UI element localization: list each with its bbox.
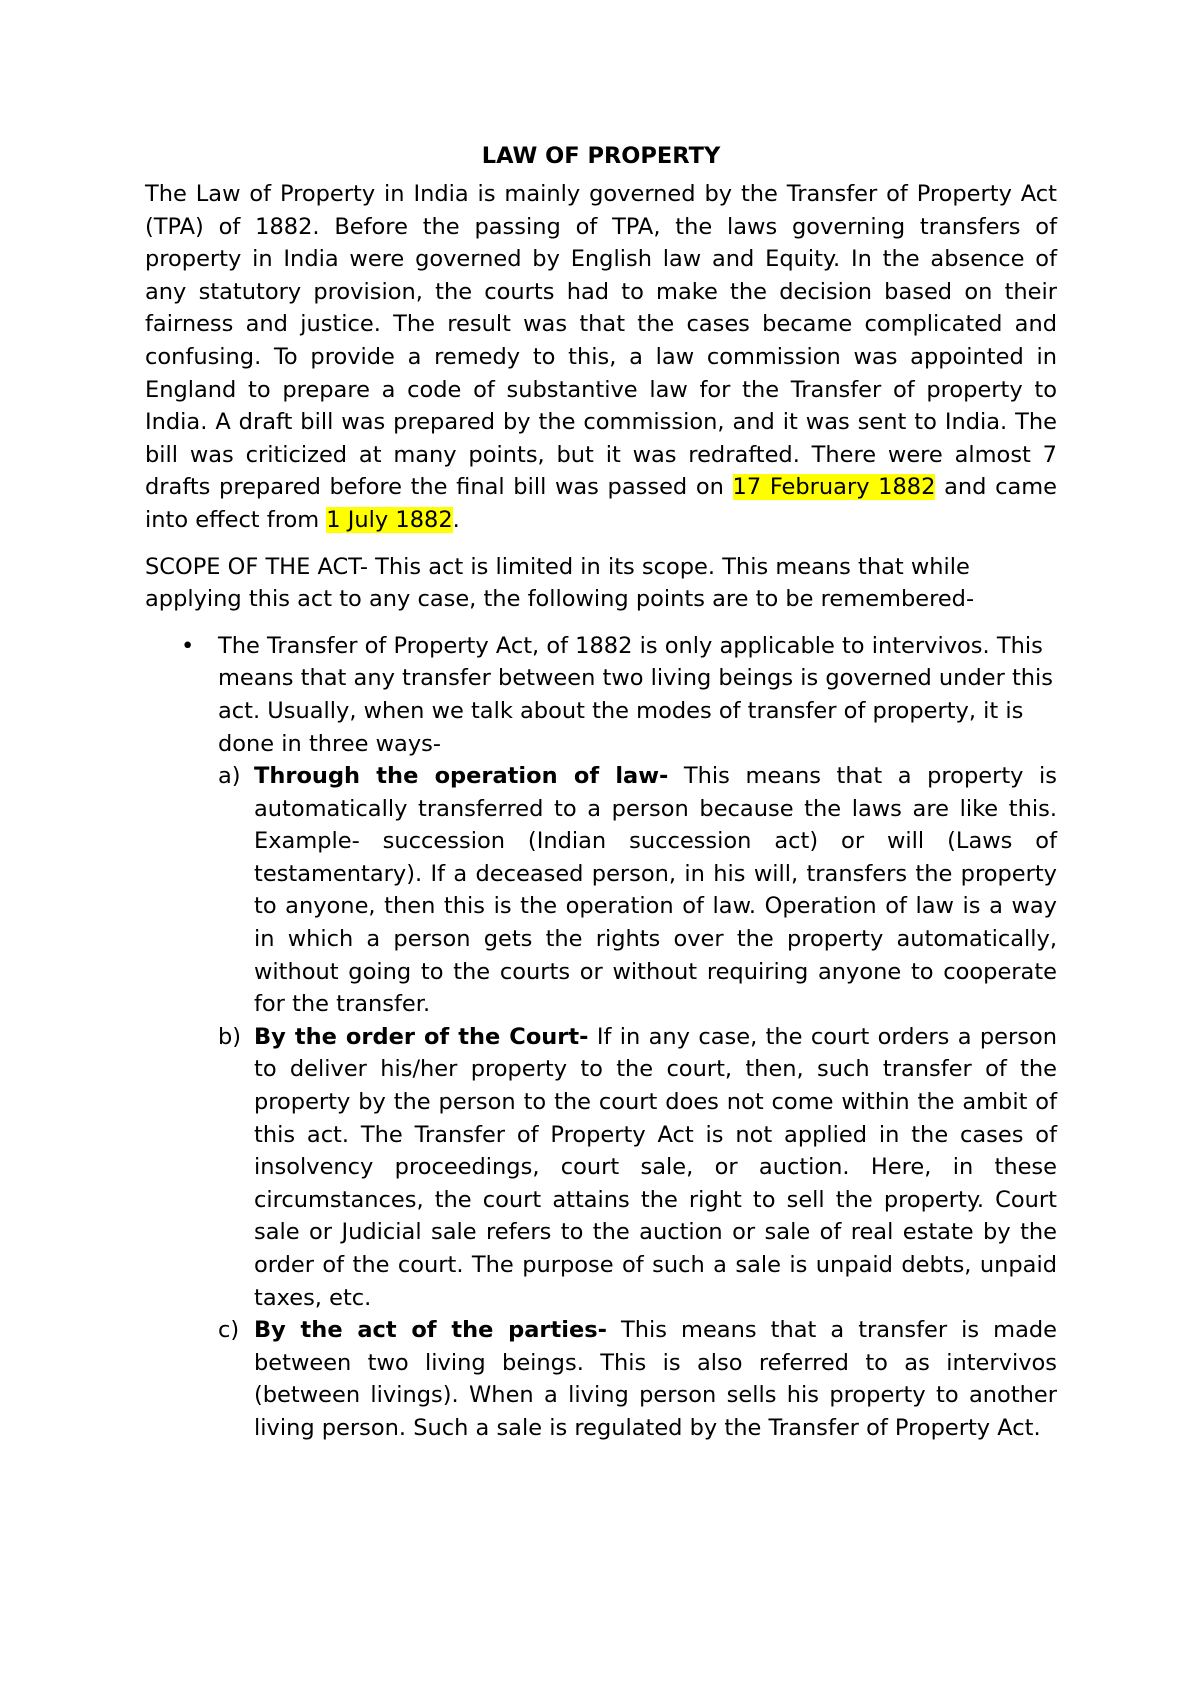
mode-heading: By the act of the parties- bbox=[254, 1317, 607, 1344]
list-marker: a) bbox=[218, 763, 241, 790]
list-item bbox=[145, 630, 1057, 1445]
mode-heading: Through the operation of law- bbox=[254, 763, 669, 790]
list-marker: b) bbox=[218, 1023, 242, 1050]
bullet-icon: • bbox=[181, 632, 195, 659]
document-title: LAW OF PROPERTY bbox=[481, 143, 721, 169]
scope-paragraph: SCOPE OF THE ACT- This act is limited in its scope. This means that while applying this act to any case, the following points are to be remembered- bbox=[145, 553, 975, 613]
list-marker: c) bbox=[218, 1317, 240, 1344]
mode-heading: By the order of the Court- bbox=[254, 1023, 589, 1050]
mode-text: This means that a property is automatically transferred to a person because the laws are like this. Example- succession (Indian succession act) or will (Laws of testamentary). If a deceased person, in his will, transfers the property to anyone, then this is the operation of law. Operation of law is a way in which a person gets the rights over the property automatically, without going to the courts or without requiring anyone to cooperate for the transfer. bbox=[254, 763, 1057, 1018]
mode-item-operation-of-law bbox=[218, 760, 1057, 1021]
mode-item-act-of-parties bbox=[218, 1314, 1057, 1444]
intro-text-end: . bbox=[452, 506, 460, 533]
highlight-passed-date: 17 February 1882 bbox=[732, 474, 936, 501]
intro-paragraph bbox=[145, 178, 1057, 537]
highlight-effective-date: 1 July 1882 bbox=[326, 506, 453, 533]
bullet-list bbox=[145, 630, 1057, 1445]
mode-text: This means that a transfer is made between two living beings. This is also referred to as intervivos (between livings). When a living person sells his property to another living person. Such a sale is regulated by the Transfer of Property Act. bbox=[254, 1317, 1058, 1441]
document-page bbox=[145, 140, 1057, 1445]
bullet-text: The Transfer of Property Act, of 1882 is only applicable to intervivos. This means that any transfer between two living beings is governed under this act. Usually, when we talk about the modes of transfer of property, it is done in three ways- bbox=[218, 632, 1054, 757]
intro-text-middle: and came into effect from bbox=[145, 474, 1057, 533]
intro-text: The Law of Property in India is mainly governed by the Transfer of Property Act (TPA) of 1882. Before the passing of TPA, the laws governing transfers of property in India were governed by English law and Equity. In the absence of any statutory provision, the courts had to make the decision based on their fairness and justice. The result was that the cases became complicated and confusing. To provide a remedy to this, a law commission was appointed in England to prepare a code of substantive law for the Transfer of property to India. A draft bill was prepared by the commission, and it was sent to India. The bill was criticized at many points, but it was redrafted. There were almost 7 drafts prepared before the final bill was passed on bbox=[145, 181, 1057, 501]
modes-list bbox=[218, 760, 1057, 1444]
mode-text: If in any case, the court orders a person to deliver his/her property to the court, then, such transfer of the property by the person to the court does not come within the ambit of this act. The Transfer of Property Act is not applied in the cases of insolvency proceedings, court sale, or auction. Here, in these circumstances, the court attains the right to sell the property. Court sale or Judicial sale refers to the auction or sale of real estate by the order of the court. The purpose of such a sale is unpaid debts, unpaid taxes, etc. bbox=[254, 1023, 1057, 1311]
mode-item-order-of-court bbox=[218, 1021, 1057, 1314]
